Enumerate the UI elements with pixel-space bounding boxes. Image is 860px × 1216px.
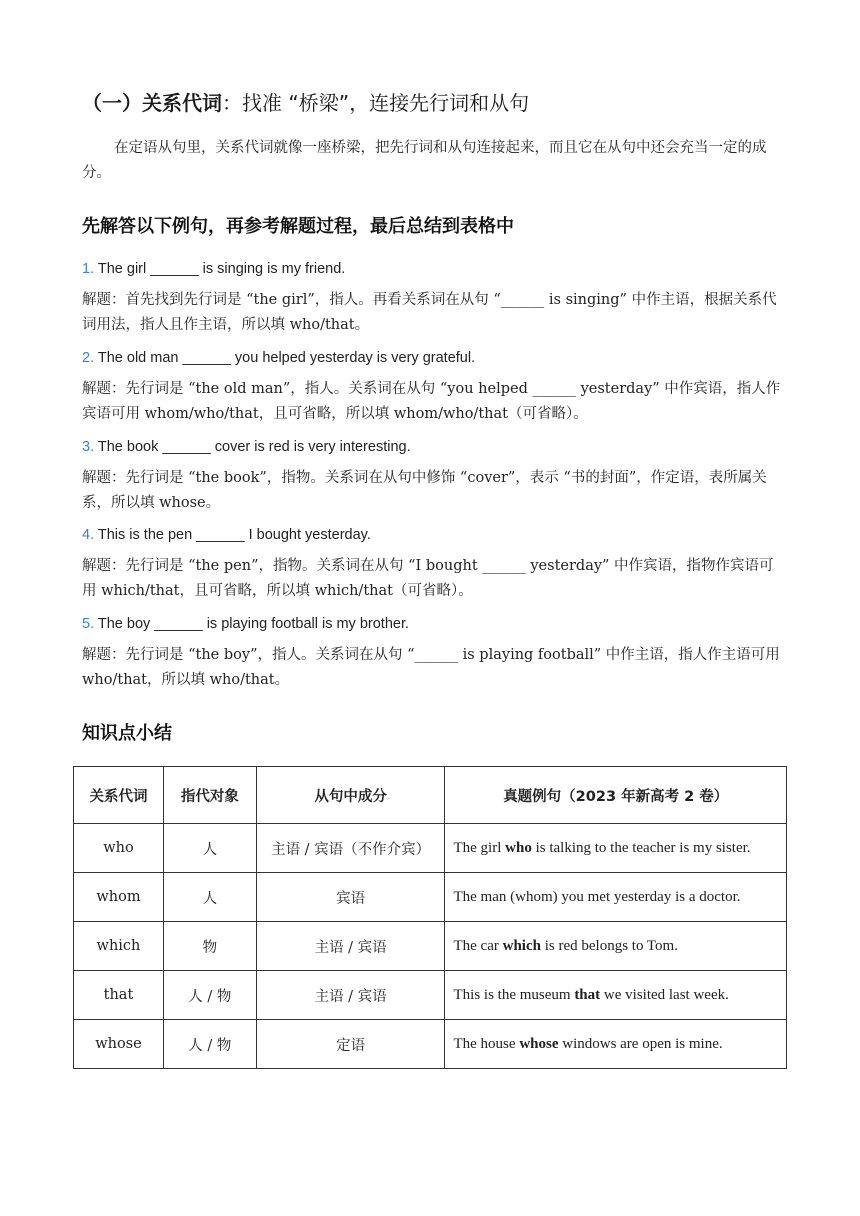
example-text: The house [453,1035,520,1052]
header-example: 真题例句（2023 年新高考 2 卷） [445,767,787,824]
example-4-number: 4. [82,527,95,543]
table-row [74,824,787,873]
section-title [82,88,529,118]
section-title-prefix: （一）关系代词 [82,91,222,115]
example-text: we visited last week. [600,986,729,1003]
table-header-row [74,767,787,824]
cell-referent: 人 / 物 [163,1020,256,1069]
example-1-sentence [82,258,345,280]
cell-referent: 人 [163,824,256,873]
example-text: is red belongs to Tom. [540,937,678,954]
example-text: The man (whom) you met yesterday is a doctor. [453,888,741,905]
summary-table [73,766,787,1069]
example-text: windows are open is mine. [558,1035,723,1052]
summary-heading: 知识点小结 [82,723,172,744]
example-text: This is the museum [453,986,575,1003]
example-text: The girl [453,839,506,856]
table-row [74,971,787,1020]
header-pronoun: 关系代词 [74,767,164,824]
example-5-text: The boy ______ is playing football is my brother. [97,616,410,632]
example-text: The car [453,937,503,954]
cell-pronoun: whom [74,873,164,922]
example-2-text: The old man ______ you helped yesterday is very grateful. [97,350,476,366]
table-row [74,873,787,922]
section-title-rest: ：找准 “桥梁”，连接先行词和从句 [222,91,530,115]
cell-pronoun: which [74,922,164,971]
example-keyword: that [574,986,601,1003]
example-5-number: 5. [82,616,95,632]
example-text: is talking to the teacher is my sister. [531,839,751,856]
cell-example [445,1020,787,1069]
example-2-sentence [82,347,475,369]
cell-example [445,922,787,971]
cell-example [445,971,787,1020]
cell-pronoun: whose [74,1020,164,1069]
cell-referent: 物 [163,922,256,971]
example-1-solution: 解题：首先找到先行词是 “the girl”，指人。再看关系词在从句 “______ is singing” 中作主语，根据关系代词用法，指人且作主语，所以填 who/that。 [82,292,777,333]
cell-clause-role: 主语 / 宾语 [256,971,445,1020]
example-3-sentence [82,436,411,458]
example-keyword: whose [519,1035,559,1052]
example-5-sentence [82,613,409,635]
example-2-solution: 解题：先行词是 “the old man”，指人。关系词在从句 “you helped ______ yesterday” 中作宾语，指人作宾语可用 whom/who/that，且可省略，所以填 whom/who/that（可省略）。 [82,381,781,422]
example-1-number: 1. [82,261,95,277]
header-referent: 指代对象 [163,767,256,824]
example-3-solution: 解题：先行词是 “the book”，指物。关系词在从句中修饰 “cover”，表示 “书的封面”，作定语，表所属关系，所以填 whose。 [82,470,767,511]
example-4-sentence [82,524,371,546]
cell-example [445,873,787,922]
cell-pronoun: who [74,824,164,873]
cell-referent: 人 / 物 [163,971,256,1020]
examples-heading: 先解答以下例句，再参考解题过程，最后总结到表格中 [82,216,514,237]
table-row [74,1020,787,1069]
example-2-number: 2. [82,350,95,366]
example-5-solution: 解题：先行词是 “the boy”，指人。关系词在从句 “______ is playing football” 中作主语，指人作主语可用 who/that，所以填 who/that。 [82,647,780,688]
example-4-text: This is the pen ______ I bought yesterday. [97,527,371,543]
cell-referent: 人 [163,873,256,922]
example-3-number: 3. [82,439,95,455]
cell-clause-role: 主语 / 宾语（不作介宾） [256,824,445,873]
example-keyword: which [502,937,541,954]
cell-pronoun: that [74,971,164,1020]
cell-example [445,824,787,873]
cell-clause-role: 定语 [256,1020,445,1069]
cell-clause-role: 宾语 [256,873,445,922]
table-row [74,922,787,971]
cell-clause-role: 主语 / 宾语 [256,922,445,971]
header-clause-role: 从句中成分 [256,767,445,824]
example-keyword: who [505,839,532,856]
example-4-solution: 解题：先行词是 “the pen”，指物。关系词在从句 “I bought ______ yesterday” 中作宾语，指物作宾语可用 which/that，且可省略，所以填 which/that（可省略）。 [82,558,774,599]
section-intro: 在定语从句里，关系代词就像一座桥梁，把先行词和从句连接起来，而且它在从句中还会充当一定的成分。 [82,140,767,181]
example-1-text: The girl ______ is singing is my friend. [97,261,346,277]
example-3-text: The book ______ cover is red is very interesting. [97,439,411,455]
